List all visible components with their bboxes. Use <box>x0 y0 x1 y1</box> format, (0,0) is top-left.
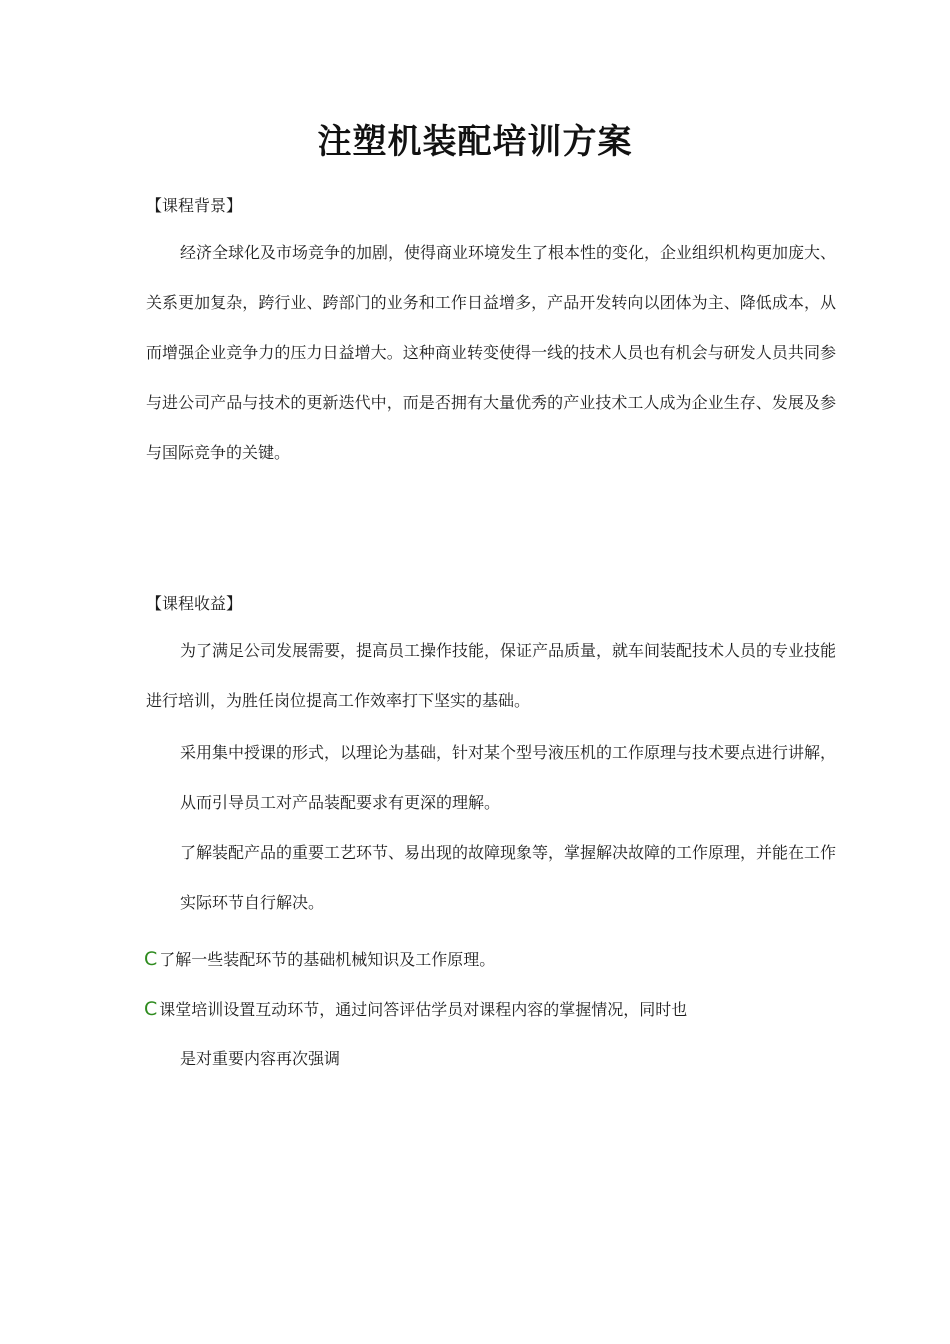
bullet-item-1 <box>144 947 495 970</box>
background-paragraph: 经济全球化及市场竞争的加剧，使得商业环境发生了根本性的变化，企业组织机构更加庞大、关系更加复杂，跨行业、跨部门的业务和工作日益增多，产品开发转向以团体为主、降低成本，从而增强企业竞争力的压力日益增大。这种商业转变使得一线的技术人员也有机会与研发人员共同参与进公司产品与技术的更新迭代中，而是否拥有大量优秀的产业技术工人成为企业生存、发展及参与国际竞争的关键。 <box>146 243 837 462</box>
bullet-item-1-text: 了解一些装配环节的基础机械知识及工作原理。 <box>159 950 496 969</box>
bullet-item-2-text: 课堂培训设置互动环节，通过问答评估学员对课程内容的掌握情况，同时也 <box>159 1000 688 1019</box>
benefits-paragraph-2: 采用集中授课的形式，以理论为基础，针对某个型号液压机的工作原理与技术要点进行讲解，从而引导员工对产品装配要求有更深的理解。 <box>180 743 837 812</box>
document-title: 注塑机装配培训方案 <box>317 122 633 162</box>
benefits-paragraph-1: 为了满足公司发展需要，提高员工操作技能，保证产品质量，就车间装配技术人员的专业技能进行培训，为胜任岗位提高工作效率打下坚实的基础。 <box>146 641 837 710</box>
bullet-item-2-continuation: 是对重要内容再次强调 <box>180 1049 341 1068</box>
section-heading-background: 【课程背景】 <box>146 196 243 215</box>
bullet-item-2 <box>144 997 687 1020</box>
section-heading-benefits: 【课程收益】 <box>146 594 243 613</box>
bullet-mark-icon: C <box>144 948 158 970</box>
benefits-paragraph-3: 了解装配产品的重要工艺环节、易出现的故障现象等，掌握解决故障的工作原理，并能在工作实际环节自行解决。 <box>180 843 837 912</box>
bullet-mark-icon: C <box>144 998 158 1020</box>
